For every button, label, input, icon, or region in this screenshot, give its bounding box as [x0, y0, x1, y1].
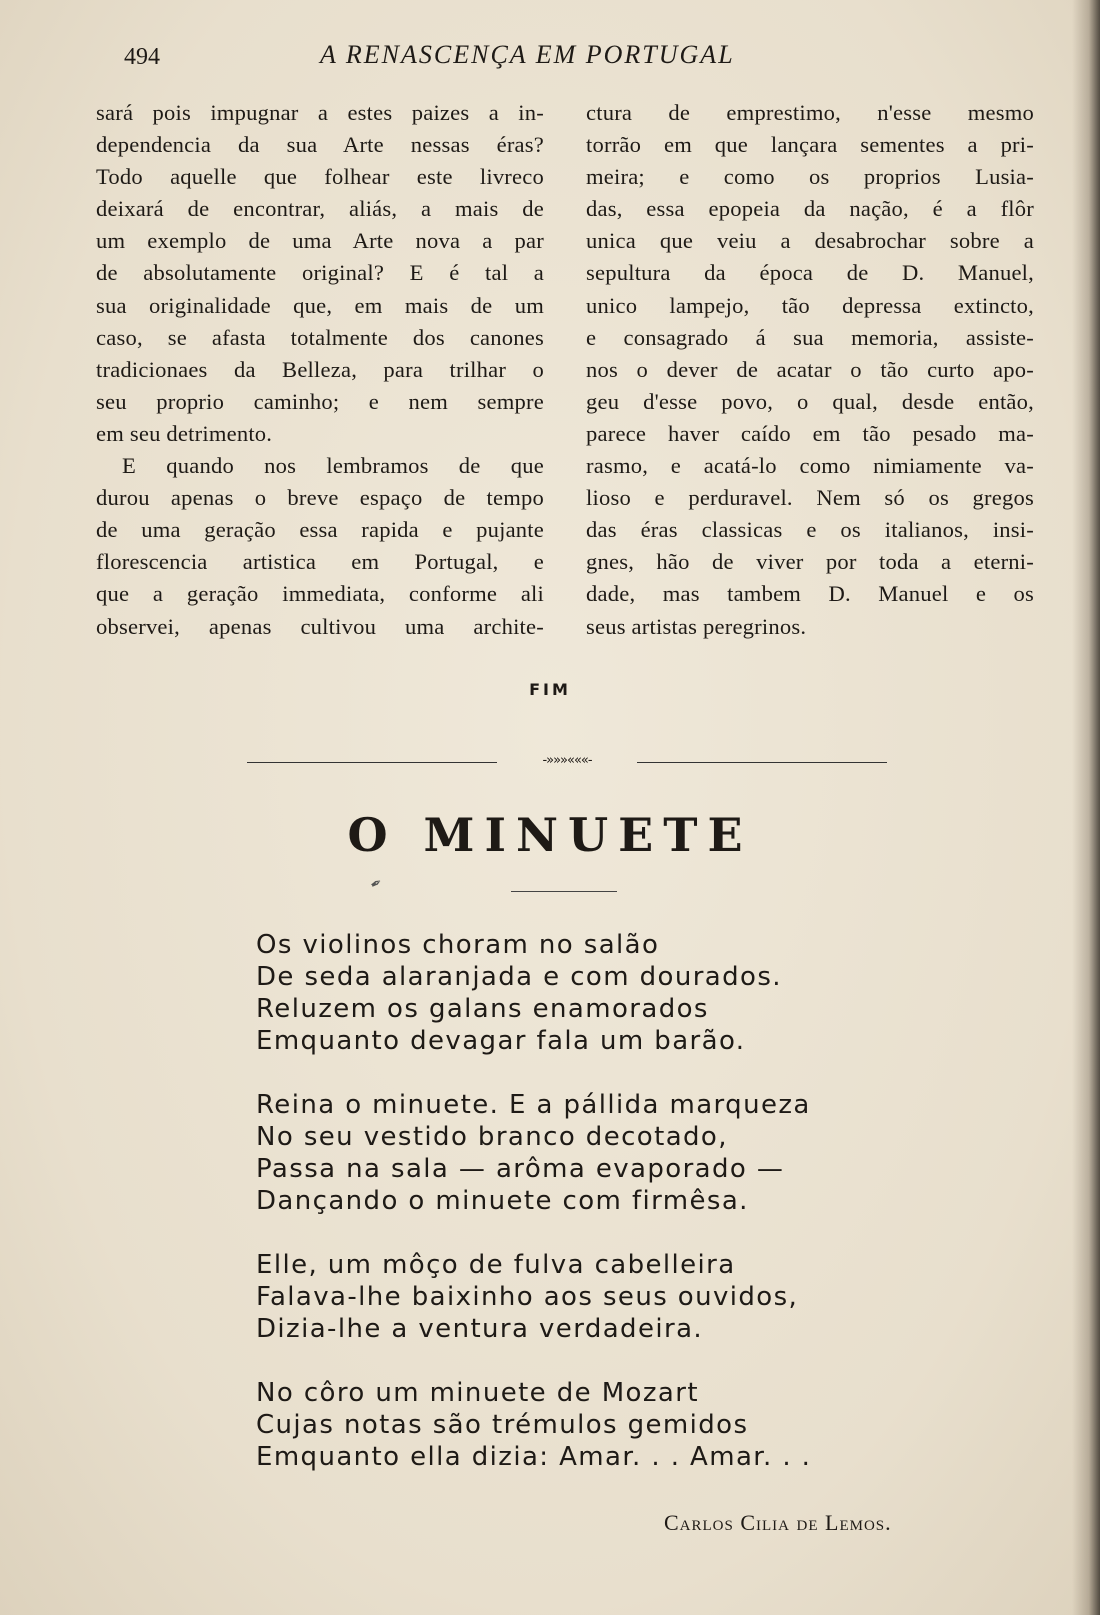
text-line: gnes, hão de viver por toda a eterni-: [586, 549, 1034, 575]
text-line: deixará de encontrar, aliás, a mais de: [96, 196, 544, 222]
text-line: parece haver caído em tão pesado ma-: [586, 420, 1034, 446]
verse-line: No côro um minuete de Mozart: [256, 1378, 699, 1408]
text-line: sepultura da época de D. Manuel,: [586, 260, 1034, 286]
journal-title: A RENASCENÇA EM PORTUGAL: [320, 40, 735, 69]
text-line: lioso e perduravel. Nem só os gregos: [586, 485, 1034, 511]
text-line: durou apenas o breve espaço de tempo: [96, 485, 544, 511]
text-line: seus artistas peregrinos.: [586, 613, 807, 639]
text-line: nos o dever de acatar o tão curto apo-: [586, 356, 1034, 382]
ornamental-rule: [247, 755, 887, 769]
verse-line: Reina o minuete. E a pállida marqueza: [256, 1090, 811, 1120]
text-line: dependencia da sua Arte nessas éras?: [96, 132, 544, 158]
text-line: e consagrado á sua memoria, assiste-: [586, 324, 1034, 350]
text-line: caso, se afasta totalmente dos canones: [96, 324, 544, 350]
text-line: tradicionaes da Belleza, para trilhar o: [96, 356, 544, 382]
text-line: sua originalidade que, em mais de um: [96, 292, 544, 318]
text-line: unica que veiu a desabrochar sobre a: [586, 228, 1034, 254]
poem-title: O MINUETE: [347, 808, 753, 862]
poem-author: Carlos Cilia de Lemos.: [664, 1510, 892, 1535]
end-mark: FIM: [529, 680, 571, 699]
stanza: [256, 1377, 811, 1473]
text-line: Todo aquelle que folhear este livreco: [96, 164, 544, 190]
rule-line-left: [247, 762, 497, 763]
verse-line: De seda alaranjada e com dourados.: [256, 962, 782, 992]
verse-line: Elle, um môço de fulva cabelleira: [256, 1250, 736, 1280]
verse-line: Emquanto devagar fala um barão.: [256, 1026, 746, 1056]
rule-line-right: [637, 762, 887, 763]
verse-line: No seu vestido branco decotado,: [256, 1122, 728, 1152]
text-line: das éras classicas e os italianos, insi-: [586, 517, 1034, 543]
text-line: de absolutamente original? E é tal a: [96, 260, 544, 286]
text-line: seu proprio caminho; e nem sempre: [96, 388, 544, 414]
text-line: de uma geração essa rapida e pujante: [96, 517, 544, 543]
text-line: observei, apenas cultivou uma archite-: [96, 613, 544, 639]
text-line: E quando nos lembramos de que: [122, 453, 544, 479]
verse-line: Passa na sala — arôma evaporado —: [256, 1154, 785, 1184]
verse-line: Cujas notas são trémulos gemidos: [256, 1410, 749, 1440]
text-line: das, essa epopeia da nação, é a flôr: [586, 196, 1034, 222]
stanza: [256, 929, 811, 1057]
running-head: [0, 40, 1100, 80]
text-line: dade, mas tambem D. Manuel e os: [586, 581, 1034, 607]
right-text-column: [586, 97, 1034, 643]
text-line: sará pois impugnar a estes paizes a in-: [96, 100, 544, 125]
quill-icon: ✒: [368, 875, 386, 894]
text-line: um exemplo de uma Arte nova a par: [96, 228, 544, 254]
verse-line: Falava-lhe baixinho aos seus ouvidos,: [256, 1282, 799, 1312]
ornament: -»»»«««-: [542, 753, 592, 768]
text-line: ctura de emprestimo, n'esse mesmo: [586, 100, 1034, 125]
poem-body: [256, 929, 811, 1505]
text-line: florescencia artistica em Portugal, e: [96, 549, 544, 575]
verse-line: Dizia-lhe a ventura verdadeira.: [256, 1314, 704, 1344]
page-number: 494: [124, 44, 160, 70]
verse-line: Dançando o minuete com firmêsa.: [256, 1186, 749, 1216]
text-line: rasmo, e acatá-lo como nimiamente va-: [586, 453, 1034, 479]
text-line: meira; e como os proprios Lusia-: [586, 164, 1034, 190]
text-line: que a geração immediata, conforme ali: [96, 581, 544, 607]
text-line: geu d'esse povo, o qual, desde então,: [586, 388, 1034, 414]
page-edge-shadow: [1072, 0, 1100, 1615]
stanza: [256, 1089, 811, 1217]
text-line: unico lampejo, tão depressa extincto,: [586, 292, 1034, 318]
title-rule: [511, 891, 617, 892]
verse-line: Reluzem os galans enamorados: [256, 994, 709, 1024]
text-line: torrão em que lançara sementes a pri-: [586, 132, 1034, 158]
text-line: em seu detrimento.: [96, 420, 273, 446]
verse-line: Os violinos choram no salão: [256, 930, 660, 960]
left-text-column: [96, 97, 544, 643]
verse-line: Emquanto ella dizia: Amar. . . Amar. . .: [256, 1442, 812, 1472]
stanza: [256, 1249, 811, 1345]
